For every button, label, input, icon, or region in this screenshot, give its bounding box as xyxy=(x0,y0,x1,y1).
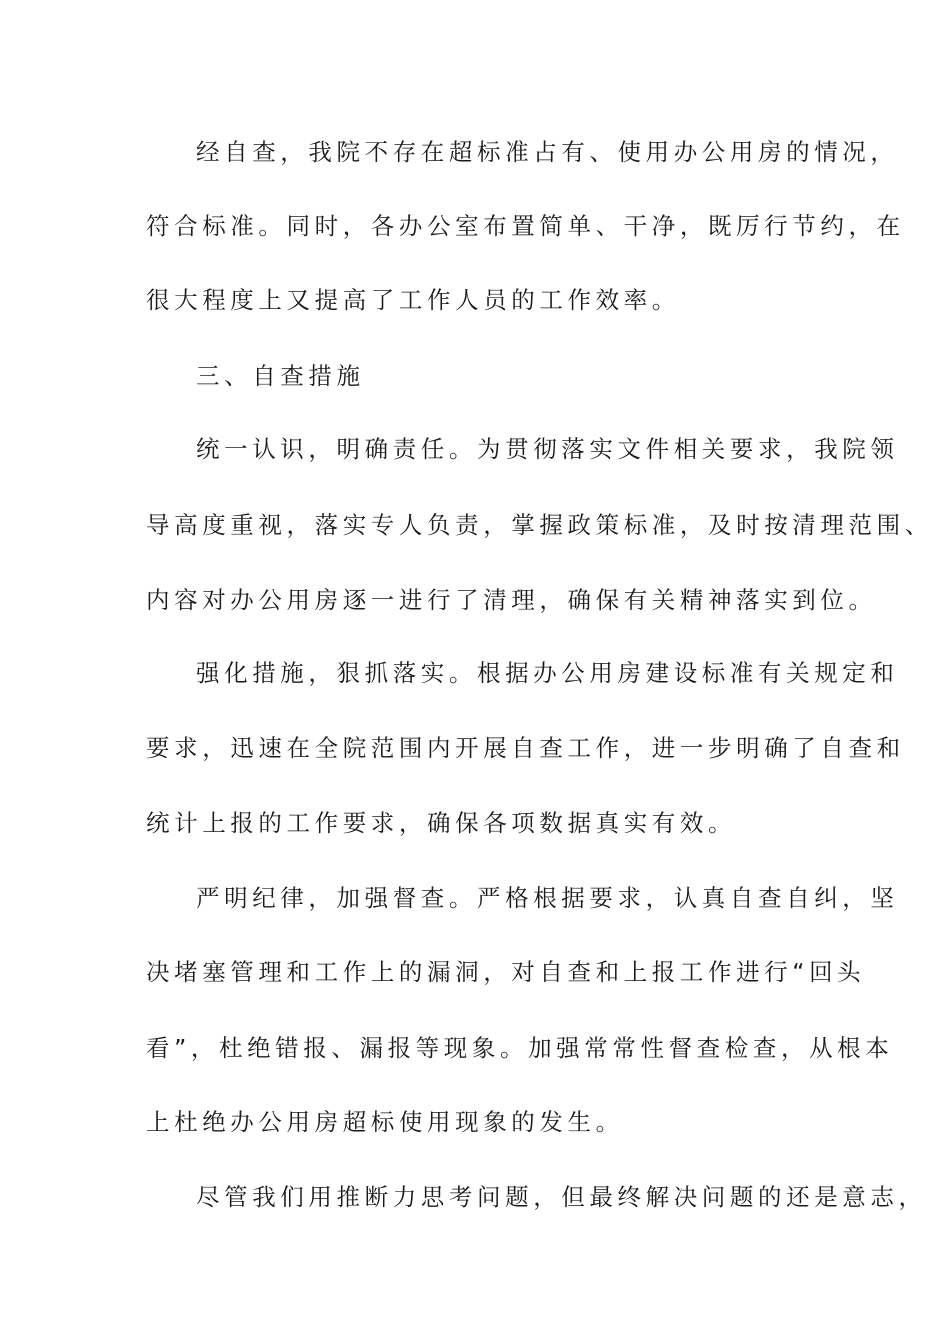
paragraph-line: 符合标准。同时，各办公室布置简单、干净，既厉行节约，在 xyxy=(146,212,905,240)
paragraph-line: 上杜绝办公用房超标使用现象的发生。 xyxy=(146,1108,624,1136)
paragraph-line: 很大程度上又提高了工作人员的工作效率。 xyxy=(146,286,680,314)
paragraph-line: 导高度重视，落实专人负责，掌握政策标准，及时按清理范围、 xyxy=(146,511,933,539)
paragraph-line: 看”，杜绝错报、漏报等现象。加强常常性督查检查，从根本 xyxy=(146,1034,894,1062)
paragraph-line: 经自查，我院不存在超标准占有、使用办公用房的情况， xyxy=(196,138,899,166)
paragraph-line: 要求，迅速在全院范围内开展自查工作，进一步明确了自查和 xyxy=(146,734,905,762)
paragraph-line: 统计上报的工作要求，确保各项数据真实有效。 xyxy=(146,809,737,837)
paragraph-line: 内容对办公用房逐一进行了清理，确保有关精神落实到位。 xyxy=(146,586,877,614)
section-heading: 三、自查措施 xyxy=(196,362,365,390)
paragraph-line: 尽管我们用推断力思考问题，但最终解决问题的还是意志， xyxy=(196,1183,927,1211)
paragraph-line: 统一认识，明确责任。为贯彻落实文件相关要求，我院领 xyxy=(196,435,899,463)
paragraph-line: 强化措施，狠抓落实。根据办公用房建设标准有关规定和 xyxy=(196,659,899,687)
paragraph-line: 决堵塞管理和工作上的漏洞，对自查和上报工作进行“回头 xyxy=(146,958,866,986)
paragraph-line: 严明纪律，加强督查。严格根据要求，认真自查自纠，坚 xyxy=(196,884,899,912)
